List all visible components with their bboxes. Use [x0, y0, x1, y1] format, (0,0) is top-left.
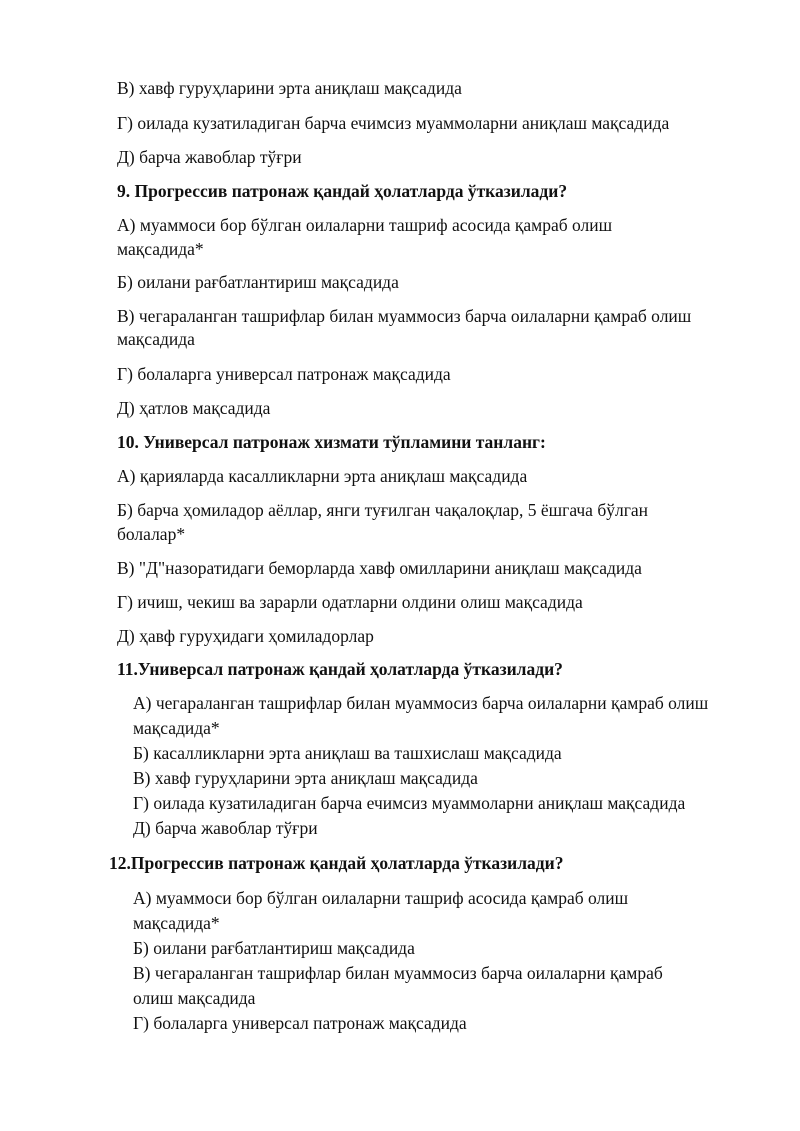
question-heading: 10. Универсал патронаж хизмати тўпламини танланг:: [117, 432, 546, 452]
answer-option: А) қарияларда касалликларни эрта аниқлаш мақсадида: [117, 466, 528, 486]
answer-option: Д) барча жавоблар тўғри: [117, 147, 302, 167]
answer-option: Г) болаларга универсал патронаж мақсадида: [133, 1013, 467, 1033]
answer-option: А) муаммоси бор бўлган оилаларни ташриф асосида қамраб олиш: [117, 215, 613, 235]
answer-option: Д) ҳавф гуруҳидаги ҳомиладорлар: [117, 626, 374, 646]
answer-option-continuation: олиш мақсадида: [133, 988, 256, 1008]
answer-option-continuation: мақсадида: [117, 329, 195, 349]
answer-option: Б) оилани рағбатлантириш мақсадида: [133, 938, 415, 958]
answer-option: А) муаммоси бор бўлган оилаларни ташриф асосида қамраб олиш: [133, 888, 629, 908]
question-heading: 11.Универсал патронаж қандай ҳолатларда ўтказилади?: [117, 659, 563, 679]
answer-option: В) "Д"назоратидаги беморларда хавф омилларини аниқлаш мақсадида: [117, 558, 642, 578]
answer-option-continuation: болалар*: [117, 524, 186, 544]
answer-option: Д) барча жавоблар тўғри: [133, 818, 318, 838]
answer-option-continuation: мақсадида*: [133, 913, 220, 933]
question-heading: 9. Прогрессив патронаж қандай ҳолатларда ўтказилади?: [117, 181, 568, 201]
answer-option-continuation: мақсадида*: [133, 718, 220, 738]
answer-option: В) чегараланган ташрифлар билан муаммосиз барча оилаларни қамраб олиш: [117, 306, 692, 326]
answer-option: А) чегараланган ташрифлар билан муаммосиз барча оилаларни қамраб олиш: [133, 693, 709, 713]
answer-option: Б) касалликларни эрта аниқлаш ва ташхислаш мақсадида: [133, 743, 562, 763]
question-heading: 12.Прогрессив патронаж қандай ҳолатларда ўтказилади?: [109, 853, 564, 873]
answer-option: В) чегараланган ташрифлар билан муаммосиз барча оилаларни қамраб: [133, 963, 663, 983]
answer-option: Б) барча ҳомиладор аёллар, янги туғилган чақалоқлар, 5 ёшгача бўлган: [117, 500, 649, 520]
answer-option: Г) оилада кузатиладиган барча ечимсиз муаммоларни аниқлаш мақсадида: [117, 113, 670, 133]
answer-option: В) хавф гуруҳларини эрта аниқлаш мақсадида: [117, 78, 462, 98]
answer-option-continuation: мақсадида*: [117, 239, 204, 259]
answer-option: Г) болаларга универсал патронаж мақсадида: [117, 364, 451, 384]
answer-option: Г) ичиш, чекиш ва зарарли одатларни олдини олиш мақсадида: [117, 592, 583, 612]
answer-option: Д) ҳатлов мақсадида: [117, 398, 271, 418]
answer-option: Б) оилани рағбатлантириш мақсадида: [117, 272, 399, 292]
answer-option: Г) оилада кузатиладиган барча ечимсиз муаммоларни аниқлаш мақсадида: [133, 793, 686, 813]
answer-option: В) хавф гуруҳларини эрта аниқлаш мақсадида: [133, 768, 478, 788]
